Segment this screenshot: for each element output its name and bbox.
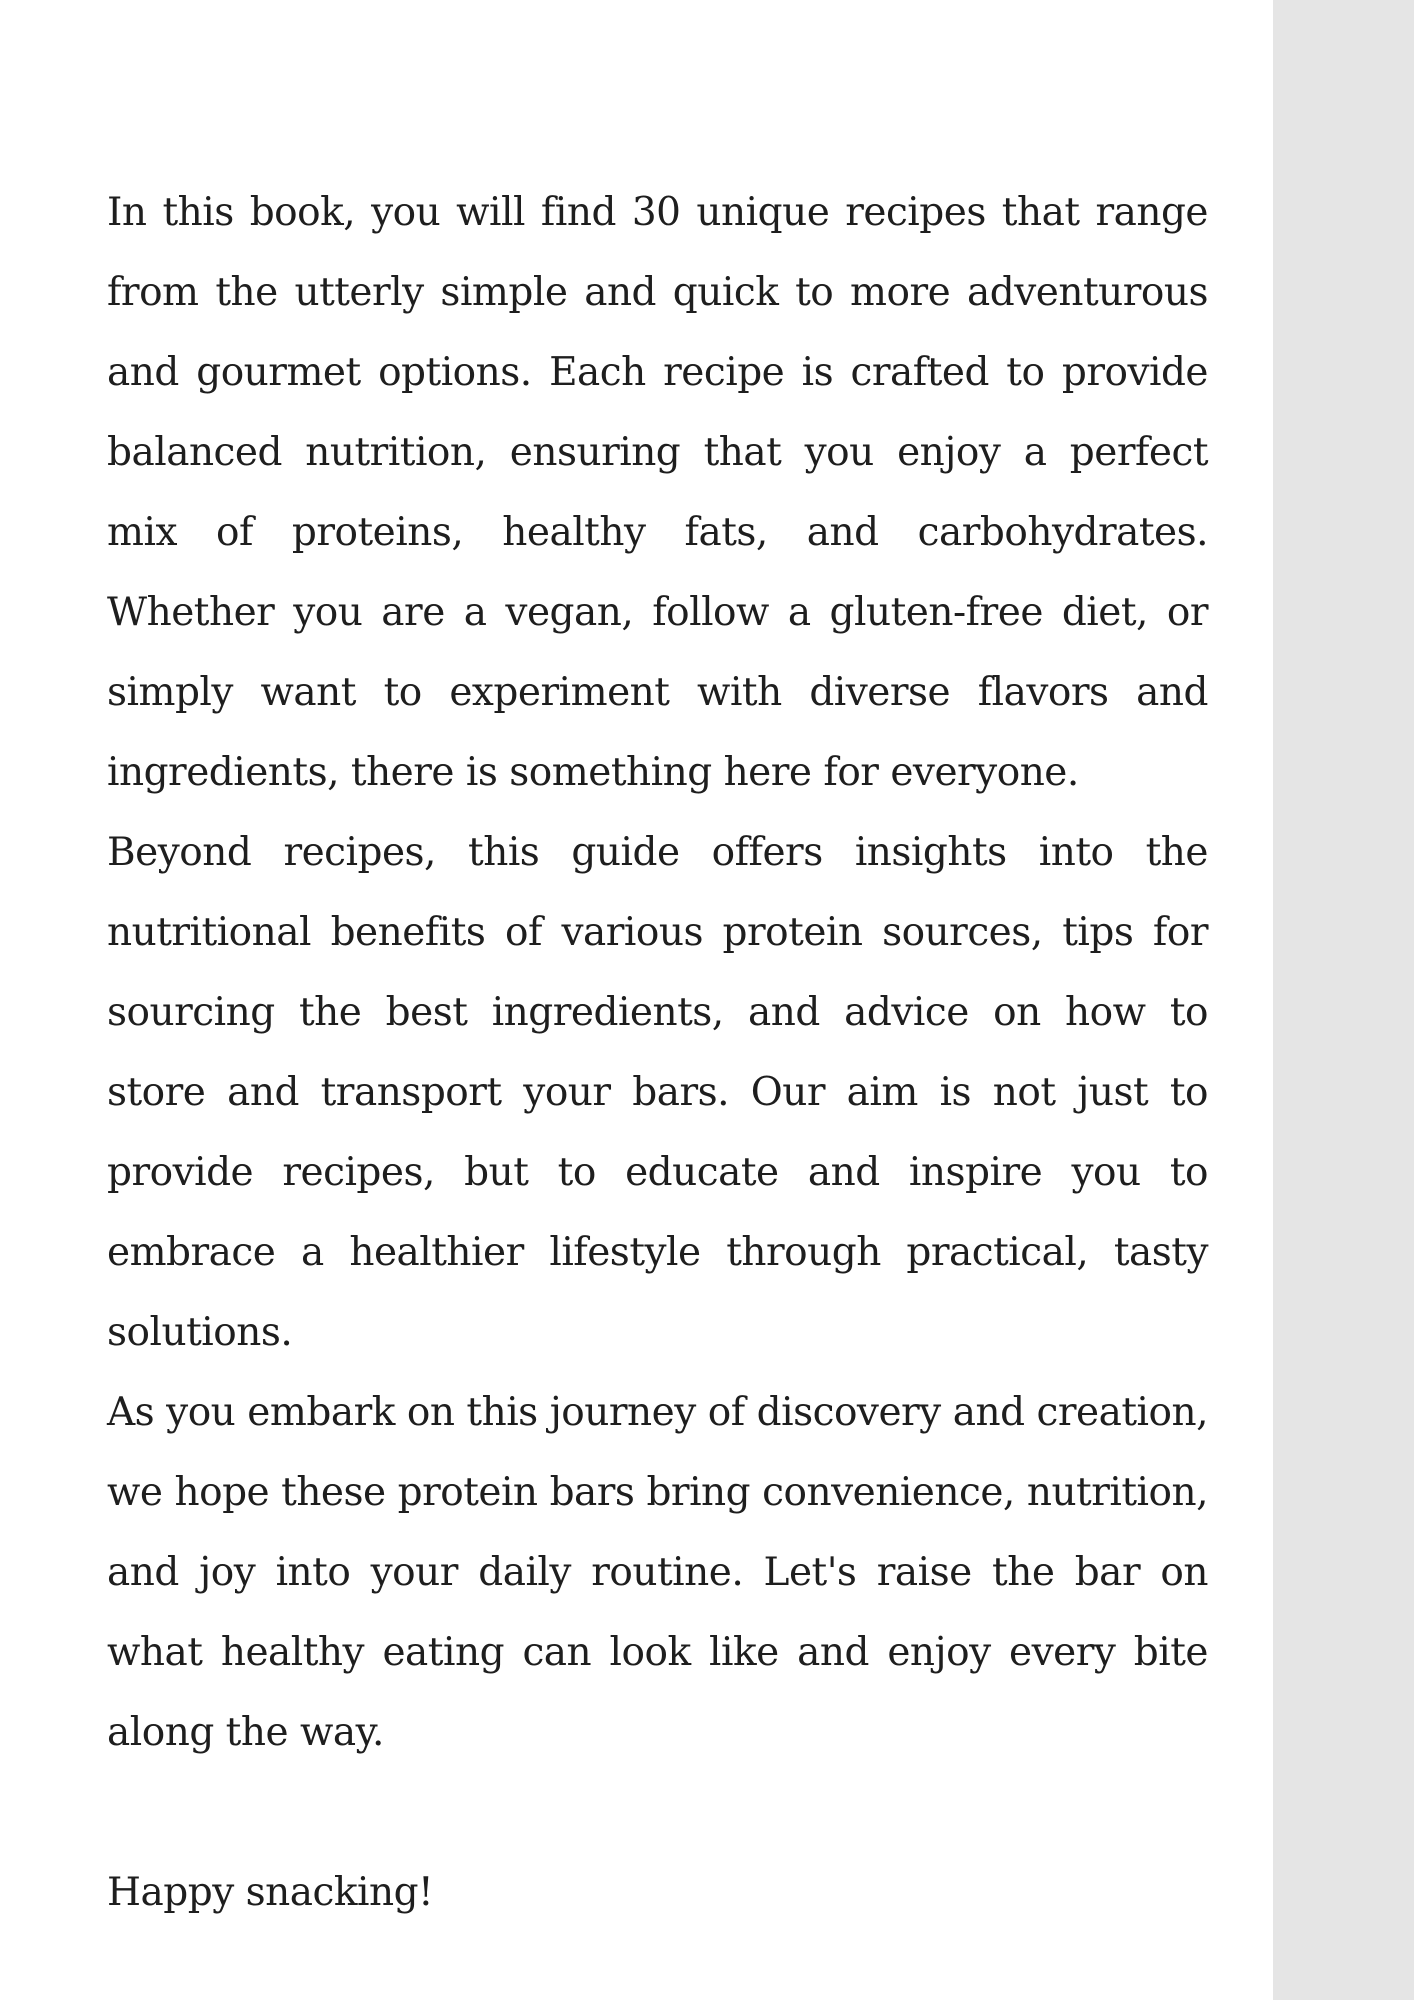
paragraph-journey: As you embark on this journey of discovery and creation, we hope these protein bars bring convenience, nutrition, and joy into your daily routine. Let's raise the bar on what healthy eating can look like and enjoy every bite along the way. xyxy=(107,1390,1208,1755)
paragraph-intro: In this book, you will find 30 unique recipes that range from the utterly simple and quick to more adventurous and gourmet options. Each recipe is crafted to provide balanced nutrition, ensuring that you enjoy a perfect mix of proteins, healthy fats, and carbohydrates. Whether you are a vegan, follow a gluten-free diet, or simply want to experiment with diverse flavors and ingredients, there is something here for everyone. xyxy=(107,190,1208,795)
body-text xyxy=(107,173,1208,1933)
paragraph-beyond-recipes: Beyond recipes, this guide offers insights into the nutritional benefits of various protein sources, tips for sourcing the best ingredients, and advice on how to store and transport your bars. Our aim is not just to provide recipes, but to educate and inspire you to embrace a healthier lifestyle through practical, tasty solutions. xyxy=(107,830,1208,1355)
side-margin-strip xyxy=(1273,0,1414,2000)
closing-line: Happy snacking! xyxy=(107,1870,434,1915)
